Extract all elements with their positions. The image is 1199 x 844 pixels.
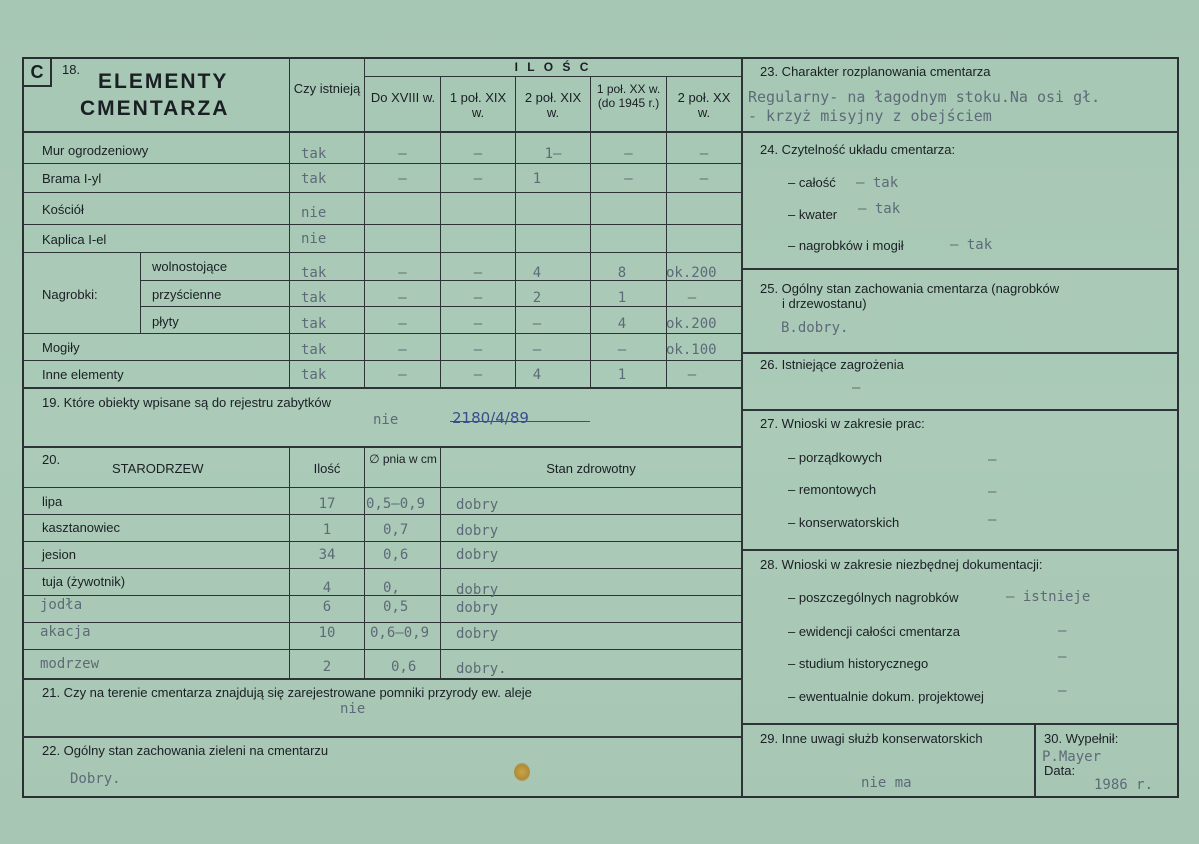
- section26-answer: –: [852, 380, 861, 396]
- tree-health-1: dobry: [456, 523, 499, 539]
- section28-value-projektowej: –: [1058, 683, 1067, 699]
- period-header-1: 1 poł. XIX w.: [449, 90, 507, 120]
- section30-name: P.Mayer: [1042, 749, 1102, 765]
- section27-value-remontowych: –: [988, 484, 997, 500]
- cell-inne-p4: –: [687, 367, 697, 383]
- cell-przyscienne-p1: –: [473, 290, 483, 306]
- cell-mogily-p0: –: [398, 342, 407, 358]
- tree-name-3: tuja (żywotnik): [42, 574, 126, 589]
- section24-value-kwater: – tak: [858, 201, 901, 217]
- section23-label: 23. Charakter rozplanowania cmentarza: [760, 64, 991, 79]
- tree-count-2: 34: [318, 547, 336, 563]
- row-label-mogily: Mogiły: [42, 340, 80, 355]
- cell-brama-p1: –: [473, 171, 483, 187]
- section20-number: 20.: [42, 452, 61, 467]
- section18-number: 18.: [62, 62, 81, 77]
- section27-value-porzadkowych: –: [988, 452, 997, 468]
- section28-item-studium: – studium historycznego: [788, 656, 929, 671]
- section18-title-line1: ELEMENTY: [98, 70, 229, 93]
- section29-label: 29. Inne uwagi służb konserwatorskich: [760, 731, 983, 746]
- cell-przyscienne-p3: 1: [617, 290, 627, 306]
- section27-item-porzadkowych: – porządkowych: [788, 450, 882, 465]
- row-label-przyscienne: przyścienne: [152, 287, 222, 302]
- section26-label: 26. Istniejące zagrożenia: [760, 357, 904, 372]
- section23-line2: - krzyż misyjny z obejściem: [748, 107, 992, 125]
- strikethrough-line: [450, 421, 590, 422]
- section18-title-line2: CMENTARZA: [80, 97, 230, 120]
- tree-name-6: modrzew: [40, 656, 100, 672]
- cell-mur-p0: –: [398, 146, 407, 162]
- section28-item-ewidencji: – ewidencji całości cmentarza: [788, 624, 960, 639]
- tree-diam-4: 0,5: [383, 599, 409, 615]
- row-label-wolnostojace: wolnostojące: [152, 259, 228, 274]
- section29-answer: nie ma: [861, 775, 912, 791]
- exists-plyty: tak: [301, 316, 327, 332]
- cell-plyty-p1: –: [473, 316, 483, 332]
- section28-item-projektowej: – ewentualnie dokum. projektowej: [788, 689, 984, 704]
- cell-plyty-p2: –: [532, 316, 542, 332]
- cell-wolnostojace-p1: –: [473, 265, 483, 281]
- nagrobki-label: Nagrobki:: [42, 287, 98, 302]
- tree-count-5: 10: [318, 625, 336, 641]
- col-health-header: Stan zdrowotny: [546, 461, 636, 476]
- section24-value-calosc: – tak: [856, 175, 899, 191]
- row-label-kaplica: Kaplica I-el: [42, 232, 107, 247]
- period-header-4: 2 poł. XX w.: [677, 90, 731, 120]
- cell-plyty-p3: 4: [617, 316, 627, 332]
- cell-inne-p0: –: [398, 367, 407, 383]
- period-header-2: 2 poł. XIX w.: [524, 90, 582, 120]
- period-header-3: 1 poł. XX w. (do 1945 r.): [596, 82, 661, 110]
- col-count-header: Ilość: [313, 461, 341, 476]
- cell-mur-p3: –: [624, 146, 633, 162]
- exists-wolnostojace: tak: [301, 265, 327, 281]
- section28-value-ewidencji: –: [1058, 623, 1067, 639]
- cell-mur-p1: –: [473, 146, 483, 162]
- tree-count-4: 6: [322, 599, 332, 615]
- tree-health-3: dobry: [456, 582, 499, 598]
- row-label-plyty: płyty: [152, 314, 179, 329]
- section27-label: 27. Wnioski w zakresie prac:: [760, 416, 925, 431]
- section25-answer: B.dobry.: [781, 320, 849, 336]
- section24-item-kwater: – kwater: [788, 207, 838, 222]
- exists-brama: tak: [301, 171, 327, 187]
- exists-mogily: tak: [301, 342, 327, 358]
- section24-value-nagrobkow: – tak: [950, 237, 993, 253]
- paper-stain: [514, 763, 530, 781]
- section30-year: 1986 r.: [1094, 777, 1154, 793]
- section24-item-calosc: – całość: [788, 175, 836, 190]
- section19-struck-number: 2180/4/89: [452, 409, 529, 427]
- tree-name-0: lipa: [42, 494, 63, 509]
- section27-item-remontowych: – remontowych: [788, 482, 877, 497]
- cell-brama-p3: –: [624, 171, 633, 187]
- ilosc-header: I L O Ś C: [514, 60, 592, 74]
- section21-label: 21. Czy na terenie cmentarza znajdują się zarejestrowane pomniki przyrody ew. aleje: [42, 685, 532, 700]
- tree-count-0: 17: [318, 496, 336, 512]
- tree-health-2: dobry: [456, 547, 499, 563]
- section30-label: 30. Wypełnił:: [1044, 731, 1119, 746]
- section24-item-nagrobkow: – nagrobków i mogił: [788, 238, 904, 253]
- tree-diam-0: 0,5–0,9: [366, 496, 426, 512]
- tree-diam-3: 0,: [383, 580, 400, 596]
- cell-mur-p2: 1–: [544, 146, 562, 162]
- exists-kosciol: nie: [301, 205, 327, 221]
- tree-name-1: kasztanowiec: [42, 520, 121, 535]
- tree-diam-5: 0,6–0,9: [370, 625, 430, 641]
- cell-wolnostojace-p2: 4: [532, 265, 542, 281]
- section27-item-konserwatorskich: – konserwatorskich: [788, 515, 900, 530]
- cell-mur-p4: –: [699, 146, 709, 162]
- row-label-kosciol: Kościół: [42, 202, 84, 217]
- exists-przyscienne: tak: [301, 290, 327, 306]
- cell-inne-p1: –: [473, 367, 483, 383]
- tree-name-4: jodła: [40, 597, 83, 613]
- cell-mogily-p1: –: [473, 342, 483, 358]
- section25-label-line2: i drzewostanu): [782, 296, 867, 311]
- cell-wolnostojace-p3: 8: [617, 265, 627, 281]
- row-label-inne: Inne elementy: [42, 367, 124, 382]
- exists-inne: tak: [301, 367, 327, 383]
- tree-health-4: dobry: [456, 600, 499, 616]
- section28-value-studium: –: [1058, 649, 1067, 665]
- tree-health-5: dobry: [456, 626, 499, 642]
- section-letter: C: [22, 57, 52, 87]
- tree-count-3: 4: [322, 580, 332, 596]
- section28-label: 28. Wnioski w zakresie niezbędnej dokumentacji:: [760, 557, 1043, 572]
- section22-answer: Dobry.: [70, 771, 121, 787]
- section19-answer: nie: [373, 412, 399, 428]
- tree-health-6: dobry.: [456, 661, 507, 677]
- cell-wolnostojace-p4: ok.200: [666, 265, 717, 281]
- cell-plyty-p0: –: [398, 316, 407, 332]
- tree-name-2: jesion: [42, 547, 76, 562]
- cell-brama-p2: 1: [532, 171, 542, 187]
- section21-answer: nie: [340, 701, 366, 717]
- cell-przyscienne-p4: –: [687, 290, 697, 306]
- exists-kaplica: nie: [301, 231, 327, 247]
- cell-brama-p4: –: [699, 171, 709, 187]
- cell-mogily-p3: –: [617, 342, 627, 358]
- row-label-mur: Mur ogrodzeniowy: [42, 143, 149, 158]
- tree-name-5: akacja: [40, 624, 91, 640]
- tree-diam-1: 0,7: [383, 522, 409, 538]
- tree-count-6: 2: [322, 659, 332, 675]
- section28-item-nagrobkow: – poszczególnych nagrobków: [788, 590, 959, 605]
- row-label-brama: Brama I-yl: [42, 171, 102, 186]
- cell-inne-p3: 1: [617, 367, 627, 383]
- cell-przyscienne-p2: 2: [532, 290, 542, 306]
- section24-label: 24. Czytelność układu cmentarza:: [760, 142, 956, 157]
- tree-diam-2: 0,6: [383, 547, 409, 563]
- section22-label: 22. Ogólny stan zachowania zieleni na cmentarzu: [42, 743, 329, 758]
- col-diam-header: ∅ pnia w cm: [369, 452, 437, 466]
- cell-brama-p0: –: [398, 171, 407, 187]
- section19-label: 19. Które obiekty wpisane są do rejestru zabytków: [42, 395, 332, 410]
- cell-mogily-p2: –: [532, 342, 542, 358]
- section28-value-nagrobkow: – istnieje: [1006, 589, 1091, 605]
- cell-inne-p2: 4: [532, 367, 542, 383]
- tree-diam-6: 0,6: [391, 659, 417, 675]
- cell-plyty-p4: ok.200: [666, 316, 717, 332]
- cell-wolnostojace-p0: –: [398, 265, 407, 281]
- col-exists-header: Czy istnieją: [293, 81, 361, 96]
- tree-count-1: 1: [322, 522, 332, 538]
- section30-date-label: Data:: [1044, 763, 1076, 778]
- exists-mur: tak: [301, 146, 327, 162]
- cell-przyscienne-p0: –: [398, 290, 407, 306]
- section25-label-line1: 25. Ogólny stan zachowania cmentarza (nagrobków: [760, 281, 1060, 296]
- section27-value-konserwatorskich: –: [988, 512, 997, 528]
- cell-mogily-p4: ok.100: [666, 342, 717, 358]
- section20-title: STARODRZEW: [112, 461, 204, 476]
- section23-line1: Regularny- na łagodnym stoku.Na osi gł.: [748, 88, 1101, 106]
- period-header-0: Do XVIII w.: [370, 90, 436, 105]
- tree-health-0: dobry: [456, 497, 499, 513]
